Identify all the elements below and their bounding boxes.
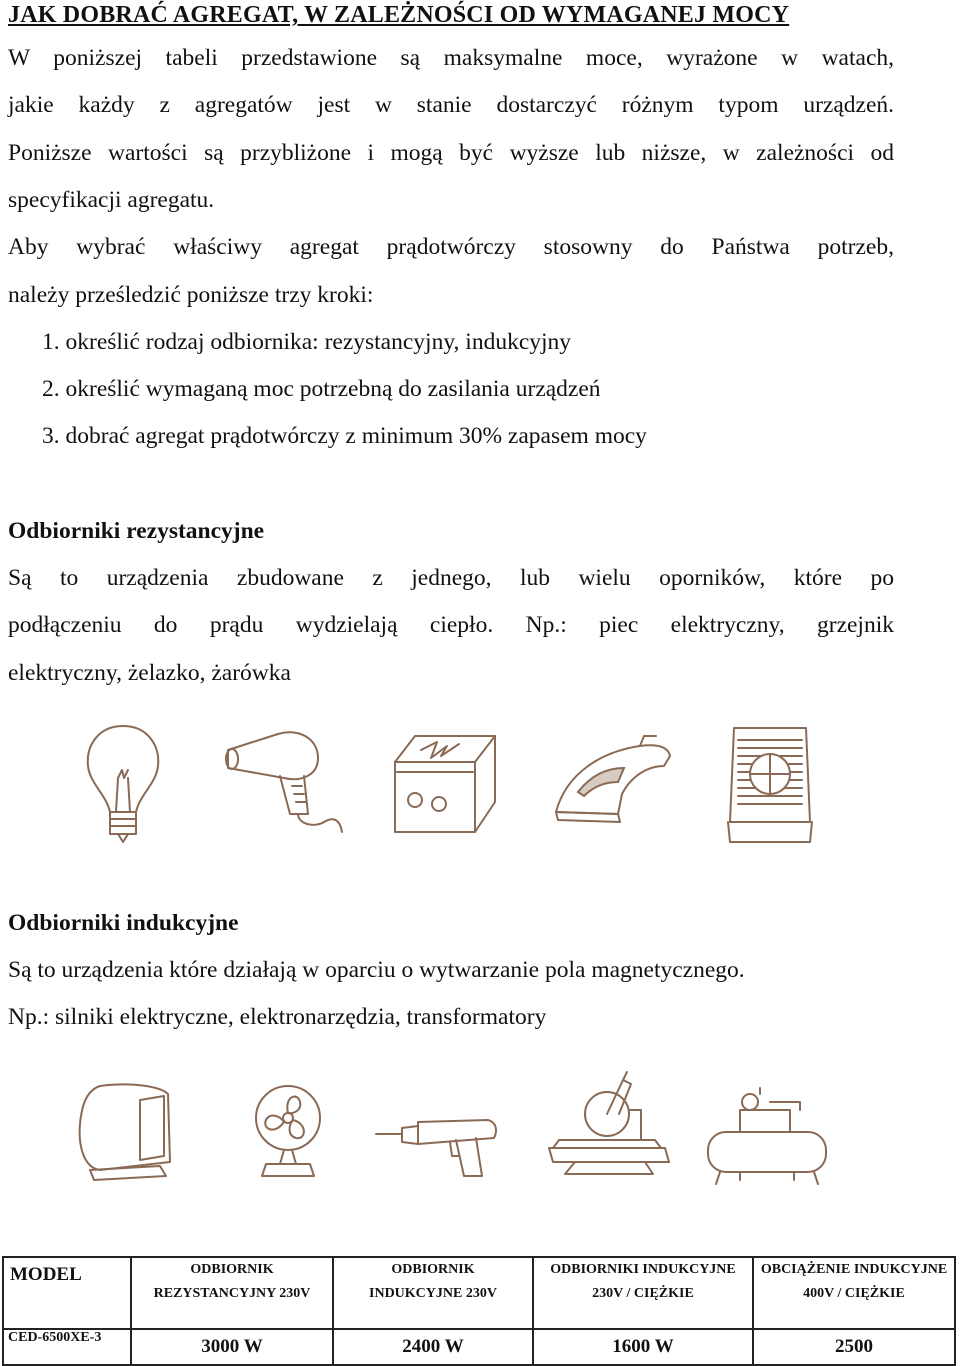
intro-line-1: W poniższej tabeli przedstawione są maksymalne moce, wyrażone w watach, (8, 45, 894, 71)
table-row (3, 1329, 955, 1365)
header-resistive-line1: ODBIORNIK (190, 1262, 274, 1277)
monitor-icon (70, 1076, 180, 1186)
cell-model: CED-6500XE-3 (3, 1329, 131, 1365)
inductive-heading: Odbiorniki indukcyjne (8, 910, 239, 936)
header-inductive-heavy (533, 1257, 753, 1329)
toaster-icon (385, 722, 505, 838)
inductive-line-1: Są to urządzenia które działają w oparciu o wytwarzanie pola magnetycznego. (8, 957, 745, 983)
air-compressor-icon (700, 1080, 834, 1190)
resistive-line-1: Są to urządzenia zbudowane z jednego, lub wielu oporników, które po (8, 565, 894, 591)
fan-heater-icon (720, 718, 820, 848)
inductive-line-2: Np.: silniki elektryczne, elektronarzędzia, transformatory (8, 1004, 547, 1030)
header-inductive-400-line2: 400V / CIĘŻKIE (803, 1286, 905, 1301)
hair-dryer-icon (218, 720, 348, 840)
power-table (2, 1256, 956, 1366)
table-header-row (3, 1257, 955, 1329)
resistive-line-3: elektryczny, żelazko, żarówka (8, 660, 291, 686)
header-inductive-400-line1: OBCIĄŻENIE INDUKCYJNE (760, 1262, 948, 1277)
miter-saw-icon (545, 1070, 675, 1180)
header-inductive (333, 1257, 533, 1329)
step-1: 1. określić rodzaj odbiornika: rezystancyjny, indukcyjny (42, 329, 572, 355)
step-2: 2. określić wymaganą moc potrzebną do zasilania urządzeń (42, 376, 601, 402)
cell-inductive-400: 2500 (753, 1329, 955, 1365)
intro-line-4: specyfikacji agregatu. (8, 187, 215, 213)
cell-inductive: 2400 W (333, 1329, 533, 1365)
light-bulb-icon (78, 718, 168, 848)
intro-line-6: należy prześledzić poniższe trzy kroki: (8, 282, 374, 308)
intro-line-3: Poniższe wartości są przybliżone i mogą być wyższe lub niższe, w zależności od (8, 140, 894, 166)
desk-fan-icon (244, 1080, 334, 1180)
resistive-line-2: podłączeniu do prądu wydzielają ciepło. Np.: piec elektryczny, grzejnik (8, 612, 894, 638)
cell-resistive: 3000 W (131, 1329, 333, 1365)
header-inductive-line1: ODBIORNIK (391, 1262, 475, 1277)
header-model: MODEL (3, 1257, 131, 1329)
step-3: 3. dobrać agregat prądotwórczy z minimum 30% zapasem mocy (42, 423, 647, 449)
drill-icon (372, 1106, 502, 1186)
header-inductive-line2: INDUKCYJNE 230V (369, 1286, 497, 1301)
header-inductive-400 (753, 1257, 955, 1329)
cell-inductive-heavy: 1600 W (533, 1329, 753, 1365)
header-resistive-line2: REZYSTANCYJNY 230V (153, 1286, 311, 1301)
resistive-heading: Odbiorniki rezystancyjne (8, 518, 265, 544)
header-inductive-heavy-line1: ODBIORNIKI INDUKCYJNE (550, 1262, 736, 1277)
header-inductive-heavy-line2: 230V / CIĘŻKIE (592, 1286, 694, 1301)
header-resistive (131, 1257, 333, 1329)
iron-icon (548, 722, 678, 832)
intro-line-5: Aby wybrać właściwy agregat prądotwórczy stosowny do Państwa potrzeb, (8, 234, 894, 260)
page-title: JAK DOBRAĆ AGREGAT, W ZALEŻNOŚCI OD WYMAGANEJ MOCY (8, 2, 790, 28)
intro-line-2: jakie każdy z agregatów jest w stanie dostarczyć różnym typom urządzeń. (8, 92, 894, 118)
